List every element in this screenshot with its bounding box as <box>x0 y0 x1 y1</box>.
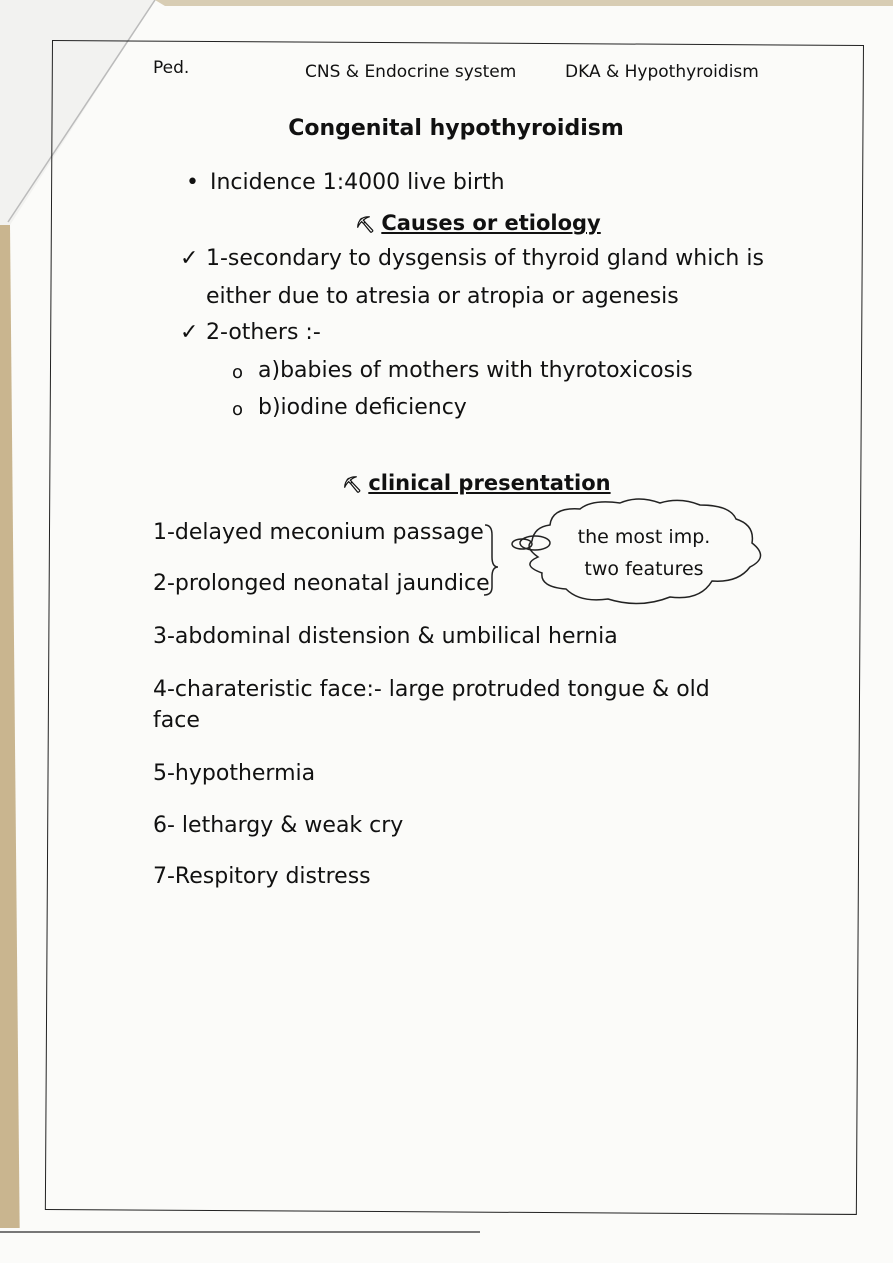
circle-bullet-icon: o <box>232 362 244 383</box>
thought-cloud-icon <box>480 495 780 615</box>
cause-2b: b)iodine deficiency <box>258 395 467 420</box>
causes-heading <box>355 211 601 235</box>
clinical-item-5: 5-hypothermia <box>153 761 316 786</box>
check-icon: ✓ <box>180 246 199 271</box>
cause-2: 2-others :- <box>206 320 321 345</box>
cloud-text-line-2: two features <box>584 558 704 580</box>
clinical-item-4: 4-charateristic face:- large protruded tongue & old <box>153 677 710 702</box>
page-title: Congenital hypothyroidism <box>288 116 624 141</box>
clinical-heading-label: clinical presentation <box>368 471 611 495</box>
cause-1-line-1: 1-secondary to dysgensis of thyroid gland which is <box>206 246 764 271</box>
header-system: CNS & Endocrine system <box>305 62 517 82</box>
clinical-item-3: 3-abdominal distension & umbilical hernia <box>153 624 618 649</box>
causes-heading-label: Causes or etiology <box>381 211 601 235</box>
header-topic: DKA & Hypothyroidism <box>565 62 759 82</box>
clinical-item-4-cont: face <box>153 708 200 733</box>
clinical-heading <box>342 471 611 495</box>
bullet-icon: • <box>186 170 199 195</box>
check-icon: ✓ <box>180 320 199 345</box>
clinical-item-2: 2-prolonged neonatal jaundice <box>153 571 490 596</box>
clinical-item-7: 7-Respitory distress <box>153 864 371 889</box>
clinical-item-6: 6- lethargy & weak cry <box>153 813 404 838</box>
circle-bullet-icon: o <box>232 399 244 420</box>
clinical-item-1: 1-delayed meconium passage <box>153 520 484 545</box>
cloud-text-line-1: the most imp. <box>577 526 711 548</box>
cause-1-line-2: either due to atresia or atropia or agenesis <box>206 284 679 309</box>
section-marker-icon: ⛏ <box>355 215 376 234</box>
section-marker-icon: ⛏ <box>342 475 363 494</box>
incidence-text: Incidence 1:4000 live birth <box>210 170 505 195</box>
header-subject: Ped. <box>153 58 190 78</box>
cause-2a: a)babies of mothers with thyrotoxicosis <box>258 358 693 383</box>
